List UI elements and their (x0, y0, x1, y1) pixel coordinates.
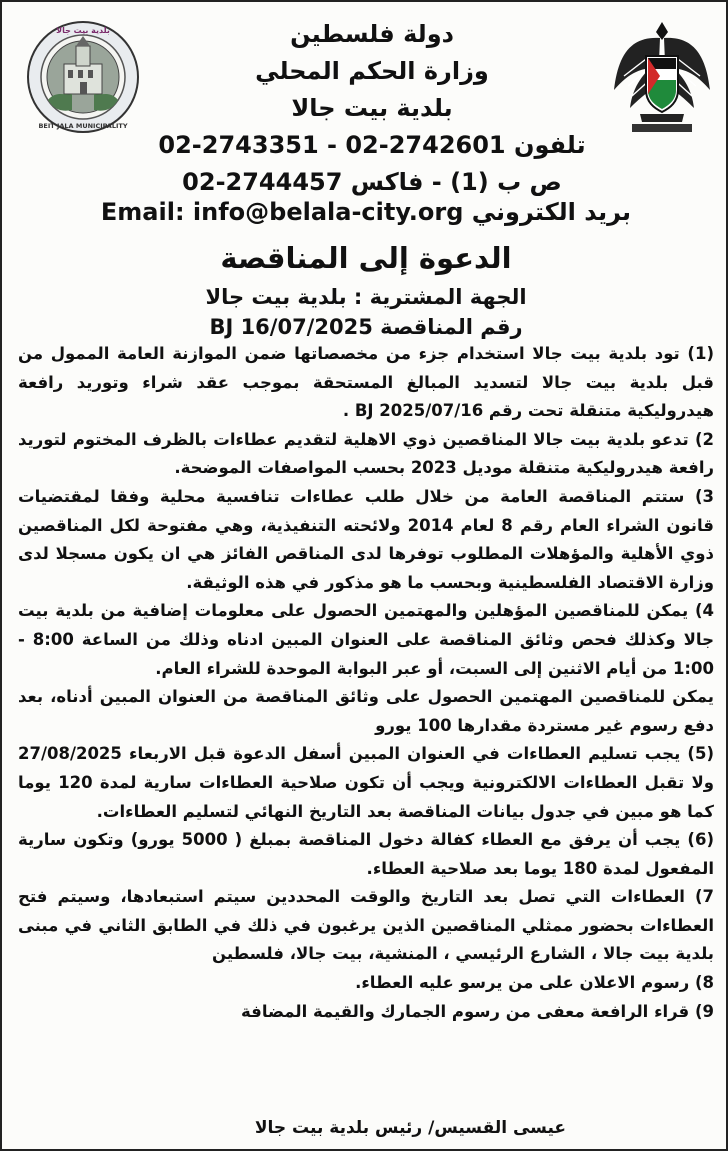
palestine-emblem-icon (610, 16, 714, 134)
tender-number: رقم المناقصة BJ 16/07/2025 (209, 315, 523, 339)
pobox-fax-line: ص ب (1) - فاكس 2744457-02 (182, 168, 562, 196)
paragraph-5: (5) يجب تسليم العطاءات في العنوان المبين أسفل الدعوة قبل الاربعاء 27/08/2025 ولا تقبل العطاءات الالكترونية ويجب أن تكون صلاحية العطاءات سارية لمدة 120 يوما كما هو مبين في جدول بيانات المناقصة بعد التاريخ النهائي لتسليم العطاءات. (18, 744, 714, 821)
paragraph-4: 4) يمكن للمناقصين المؤهلين والمهتمين الحصول على معلومات إضافية من بلدية بيت جالا وكذلك فحص وثائق المناقصة على العنوان المبين ادناه وذلك من الساعة 8:00 - 1:00 من أيام الاثنين إلى السبت، أو عبر البوابة الموحدة للشراء العام. (18, 601, 714, 678)
seal-text-top: بلدية بيت جالا (56, 26, 110, 35)
paragraph-9: 9) قراء الرافعة معفى من رسوم الجمارك والقيمة المضافة (241, 1001, 714, 1021)
notice-body (18, 340, 714, 1026)
paragraph-8: 8) رسوم الاعلان على من يرسو عليه العطاء. (355, 973, 714, 993)
state-name: دولة فلسطين (290, 20, 454, 48)
email-line: بريد الكتروني Email: info@belala-city.org (100, 198, 632, 226)
paragraph-2: 2) تدعو بلدية بيت جالا المناقصين ذوي الاهلية لتقديم عطاءات بالظرف المختوم لتوريد رافعة هيدروليكية متنقلة موديل 2023 بحسب المواصفات الموضحة. (18, 429, 714, 478)
paragraph-4b: يمكن للمناقصين المهتمين الحصول على وثائق المناقصة من العنوان المبين أدناه، بعد دفع رسوم غير مستردة مقدارها 100 يورو (18, 687, 714, 735)
page-title: الدعوة إلى المناقصة (220, 241, 512, 275)
paragraph-7: 7) العطاءات التي تصل بعد التاريخ والوقت المحددين سيتم استبعادها، وسيتم فتح العطاءات بحضور ممثلي المناقصين الذين يرغبون في ذلك في الطابق الثاني في مبنى بلدية بيت جالا ، الشارع الرئيسي ، المنشية، بيت جالا، فلسطين (18, 887, 714, 964)
paragraph-1: (1) تود بلدية بيت جالا استخدام جزء من مخصصاتها ضمن الموازنة العامة الممول من قبل بلدية بيت جالا لتسديد المبالغ المستحقة بموجب عقد شراء وتوريد رافعة هيدروليكية متنقلة تحت رقم BJ 2025/07/16 . (18, 344, 714, 421)
letterhead (152, 16, 592, 201)
signature-line: عيسى القسيس/ رئيس بلدية بيت جالا (254, 1118, 566, 1138)
ministry-name: وزارة الحكم المحلي (255, 57, 489, 85)
seal-text-bottom: BEIT JALA MUNICIPALITY (38, 122, 128, 130)
municipality-name: بلدية بيت جالا (291, 94, 453, 122)
paragraph-6: (6) يجب أن يرفق مع العطاء كفالة دخول المناقصة بمبلغ ( 5000 يورو) وتكون سارية المفعول لمدة 180 يوما بعد صلاحية العطاء. (18, 830, 715, 878)
buyer-line: الجهة المشترية : بلدية بيت جالا (205, 285, 527, 309)
phone-line: تلفون 2742601-02 - 2743351-02 (158, 131, 586, 159)
municipality-seal-icon (26, 20, 140, 134)
paragraph-3: 3) ستتم المناقصة العامة من خلال طلب عطاءات تنافسية محلية وفقا لمقتضيات قانون الشراء العام رقم 8 لعام 2014 ولائحته التنفيذية، وهي مفتوحة لكل المناقصين ذوي الأهلية والمؤهلات المطلوب توفرها لدى المناقص الفائز هي ان يكون مسجلا لدى وزارة الاقتصاد الفلسطينية وبحسب ما هو مذكور في هذه الوثيقة. (18, 486, 714, 592)
